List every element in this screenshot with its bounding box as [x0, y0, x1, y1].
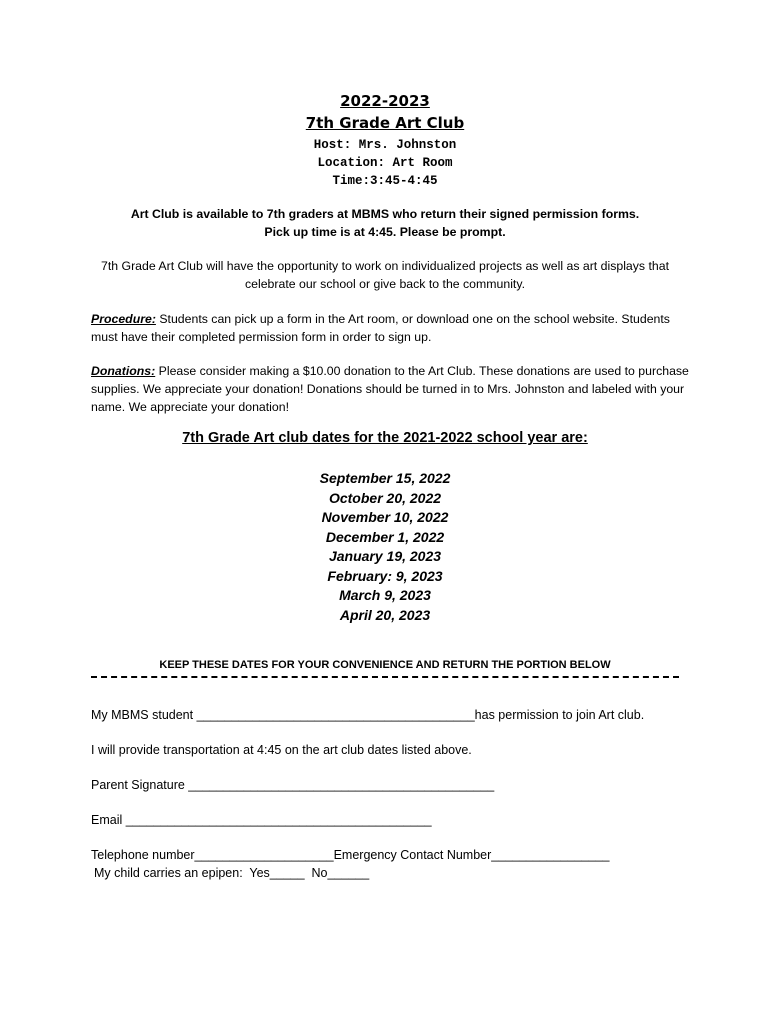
- club-info-block: [0, 136, 770, 190]
- donations-paragraph: [91, 362, 691, 416]
- eligibility-line-1: Art Club is available to 7th graders at MBMS who return their signed permission forms.: [130, 207, 640, 221]
- dates-list: [0, 469, 770, 625]
- dates-heading: 7th Grade Art club dates for the 2021-2022 school year are:: [182, 430, 588, 446]
- date-item: March 9, 2023: [339, 587, 431, 603]
- cut-line-divider: [91, 676, 679, 678]
- transportation-line: I will provide transportation at 4:45 on the art club dates listed above.: [91, 743, 472, 757]
- parent-signature-line: Parent Signature ____________________________________________: [91, 778, 495, 792]
- host-line: Host: Mrs. Johnston: [313, 138, 457, 152]
- time-line: Time:3:45-4:45: [332, 174, 438, 188]
- date-item: October 20, 2022: [328, 489, 442, 506]
- club-description: 7th Grade Art Club will have the opportunity to work on individualized projects as well as art displays that celebrate our school or give back to the community.: [101, 259, 669, 291]
- date-item: September 15, 2022: [319, 470, 451, 486]
- club-title: 7th Grade Art Club: [305, 114, 465, 132]
- date-item: February: 9, 2023: [327, 567, 443, 584]
- procedure-label: Procedure:: [91, 312, 156, 326]
- location-line: Location: Art Room: [317, 156, 453, 170]
- student-permission-line: My MBMS student ________________________________________has permission to join Art club.: [91, 708, 645, 722]
- date-item: December 1, 2022: [325, 528, 445, 545]
- telephone-emergency-line: Telephone number____________________Emergency Contact Number_________________: [91, 848, 610, 862]
- donations-text: Please consider making a $10.00 donation to the Art Club. These donations are used to purchase supplies. We appreciate your donation! Donations should be turned in to Mrs. Johnston and labeled with your name. We appreciate your donation!: [91, 364, 689, 414]
- donations-label: Donations:: [91, 364, 156, 378]
- date-item: January 19, 2023: [328, 548, 442, 564]
- date-item: November 10, 2022: [321, 509, 449, 525]
- date-item: April 20, 2023: [339, 606, 431, 623]
- keep-dates-notice: KEEP THESE DATES FOR YOUR CONVENIENCE AND RETURN THE PORTION BELOW: [159, 659, 611, 671]
- epipen-line: My child carries an epipen: Yes_____ No______: [94, 866, 370, 880]
- email-line: Email ____________________________________________: [91, 813, 432, 827]
- procedure-paragraph: [91, 310, 691, 346]
- school-year-heading: 2022-2023: [340, 92, 430, 110]
- eligibility-line-2: Pick up time is at 4:45. Please be prompt.: [264, 225, 506, 239]
- procedure-text: Students can pick up a form in the Art room, or download one on the school website. Students must have their completed permission form in order to sign up.: [91, 312, 670, 344]
- eligibility-notice: [0, 205, 770, 241]
